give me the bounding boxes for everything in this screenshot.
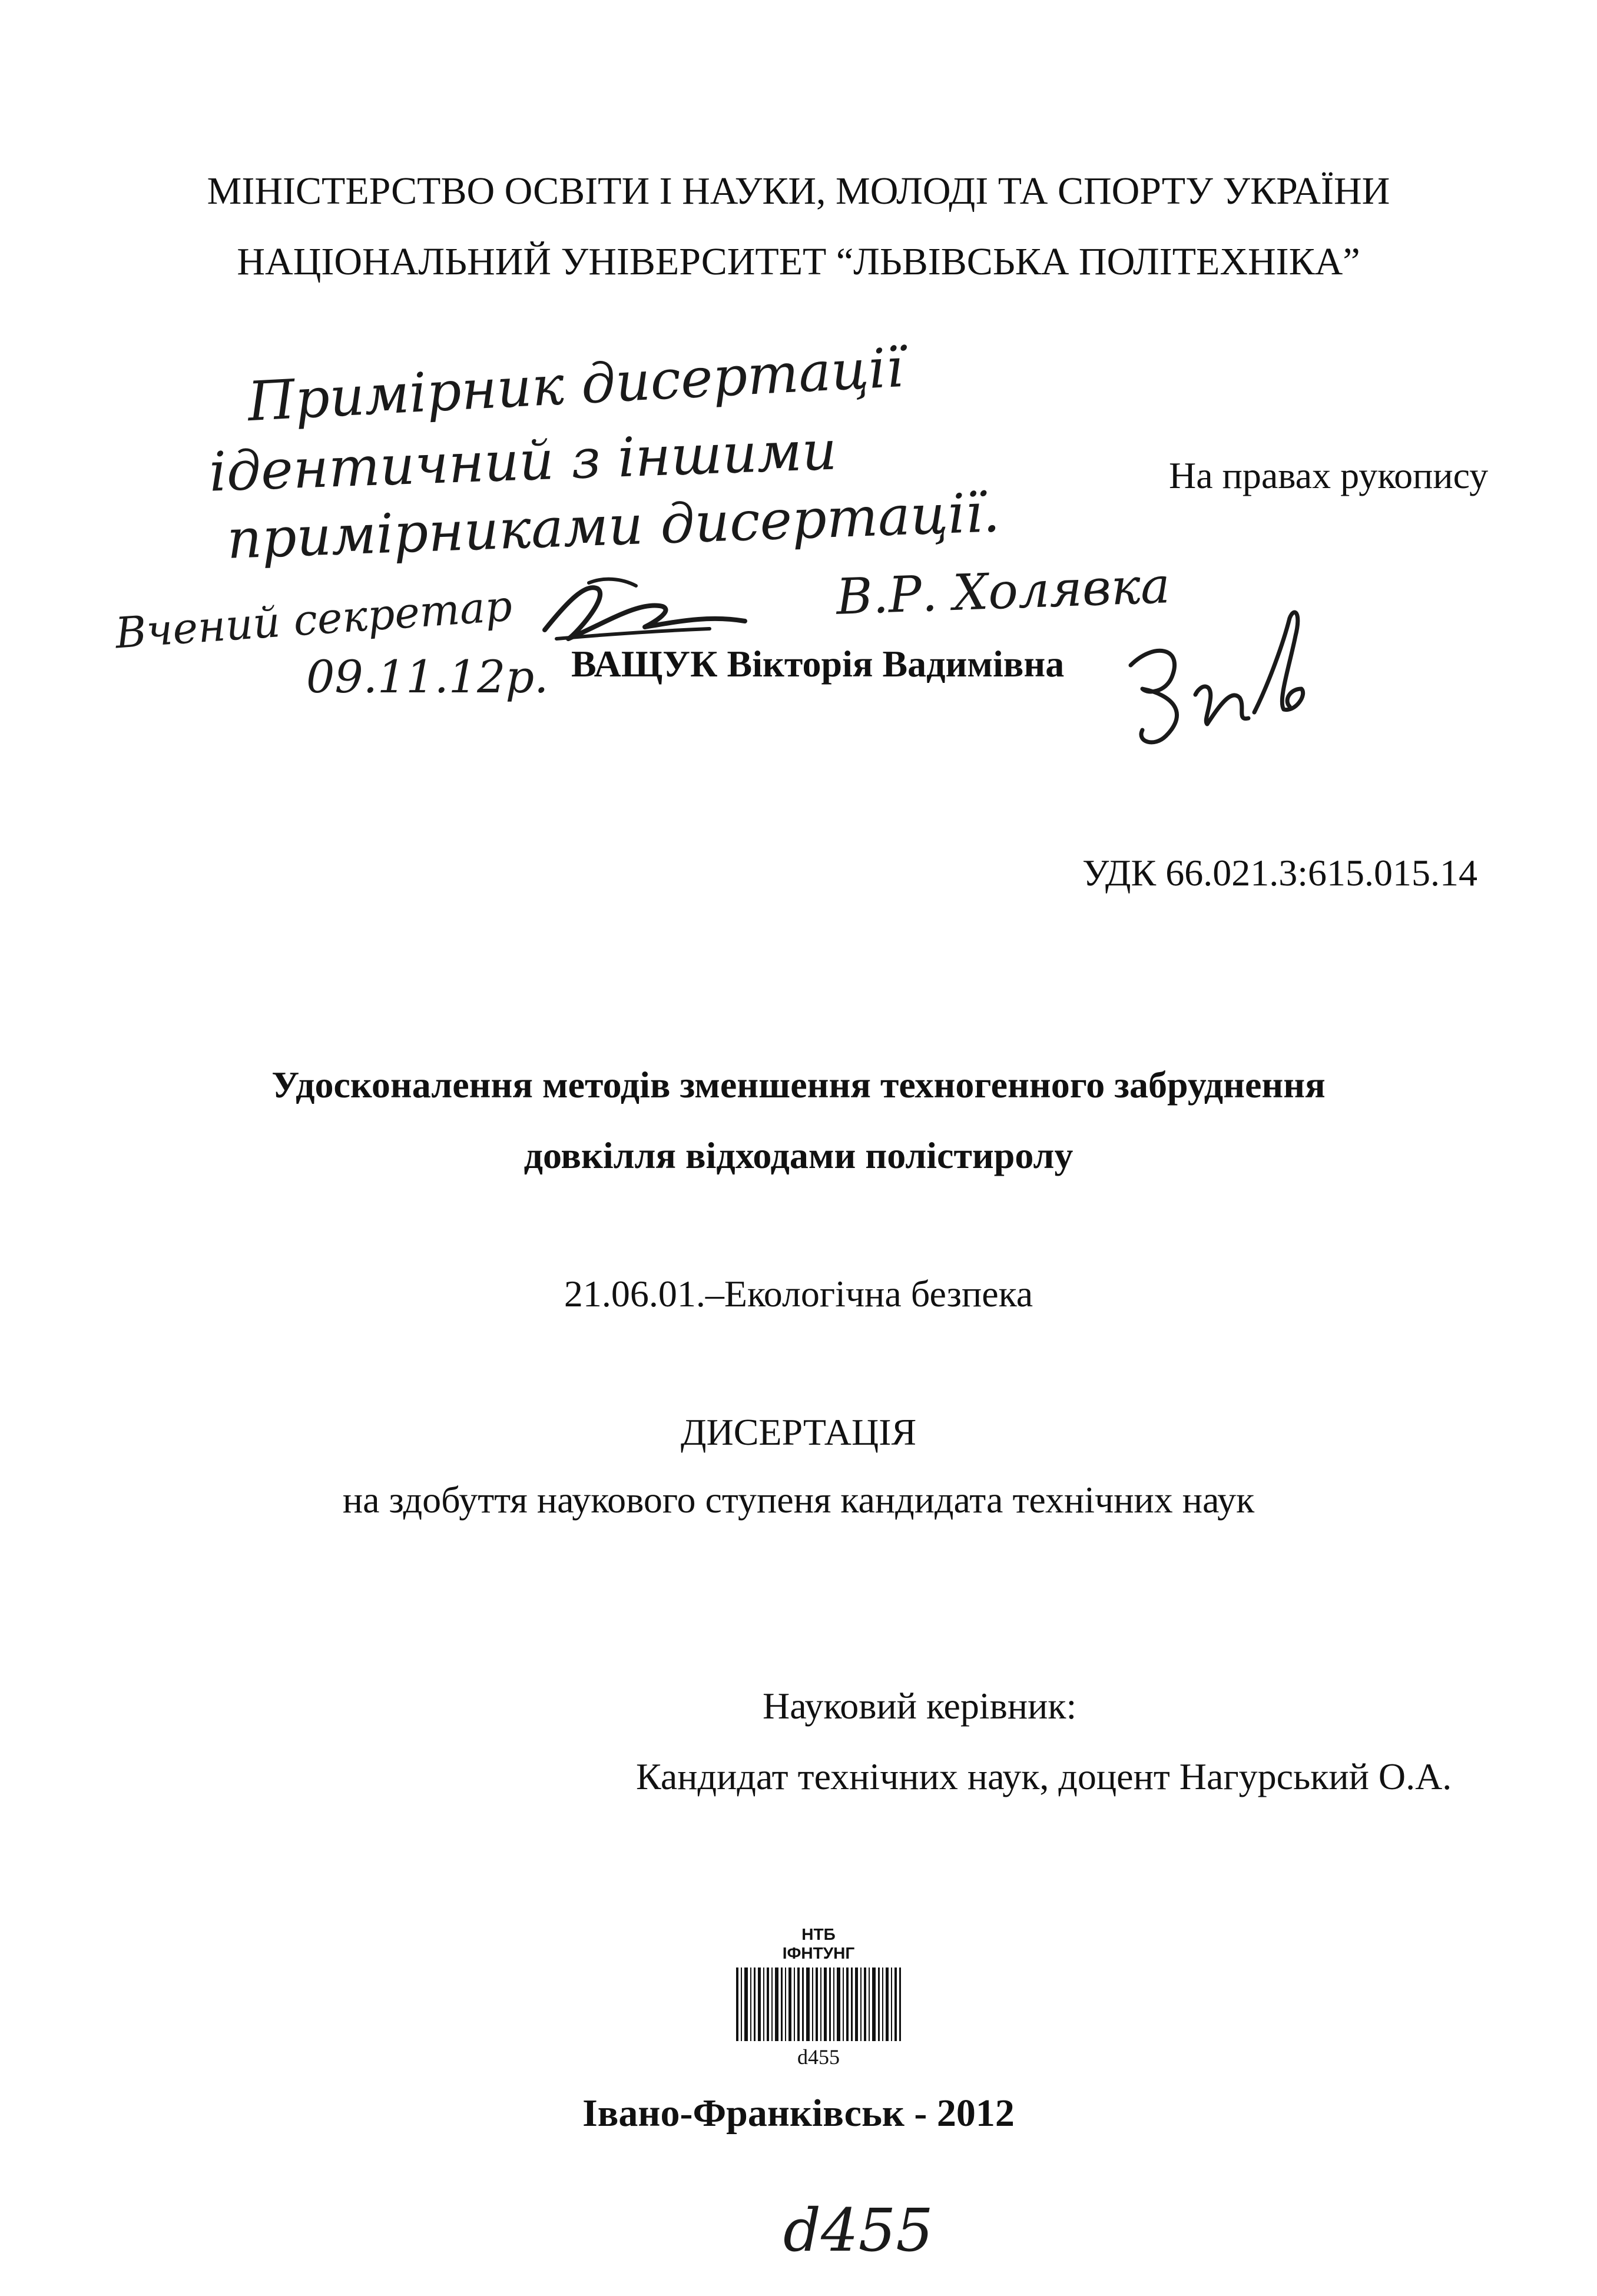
supervisor-label: Науковий керівник: (763, 1685, 1077, 1727)
handwritten-note-line-1: Примірник дисертації (246, 336, 905, 434)
ministry-heading: МІНІСТЕРСТВО ОСВІТИ І НАУКИ, МОЛОДІ ТА СПОРТУ УКРАЇНИ (207, 170, 1390, 213)
handwritten-inventory-number: d455 (783, 2196, 933, 2265)
barcode (730, 1967, 907, 2041)
secretary-signature (533, 565, 757, 653)
dissertation-title-line-2: довкілля відходами полістиролу (524, 1134, 1073, 1176)
author-name: ВАЩУК Вікторія Вадимівна (571, 643, 1065, 685)
dissertation-title-line-1: Удосконалення методів зменшення техногенного забруднення (271, 1064, 1326, 1106)
library-stamp (730, 1925, 907, 2071)
handwritten-secretary-label: Вчений секретар (113, 580, 514, 658)
degree-statement: на здобуття наукового ступеня кандидата технічних наук (342, 1479, 1255, 1521)
library-stamp-code: d455 (797, 2045, 840, 2069)
library-stamp-line-1: НТБ (801, 1925, 836, 1943)
document-type: ДИСЕРТАЦІЯ (680, 1411, 917, 1453)
university-heading: НАЦІОНАЛЬНИЙ УНІВЕРСИТЕТ “ЛЬВІВСЬКА ПОЛІТЕХНІКА” (237, 240, 1360, 283)
specialty: 21.06.01.–Екологічна безпека (564, 1273, 1033, 1315)
supervisor-name: Кандидат технічних наук, доцент Нагурський О.А. (636, 1756, 1452, 1797)
handwritten-secretary-name: В.Р. Холявка (835, 556, 1171, 626)
manuscript-rights-note: На правах рукопису (1169, 454, 1489, 496)
city-year: Івано-Франківськ - 2012 (582, 2092, 1015, 2135)
handwritten-note-line-3: примірниками дисертації. (226, 481, 1001, 571)
udc-code: УДК 66.021.3:615.015.14 (1082, 852, 1477, 894)
author-signature (1107, 595, 1331, 765)
library-stamp-line-2: ІФНТУНГ (782, 1944, 855, 1963)
handwritten-note-line-2: ідентичний з іншими (208, 419, 838, 504)
handwritten-date: 09.11.12р. (306, 651, 549, 703)
